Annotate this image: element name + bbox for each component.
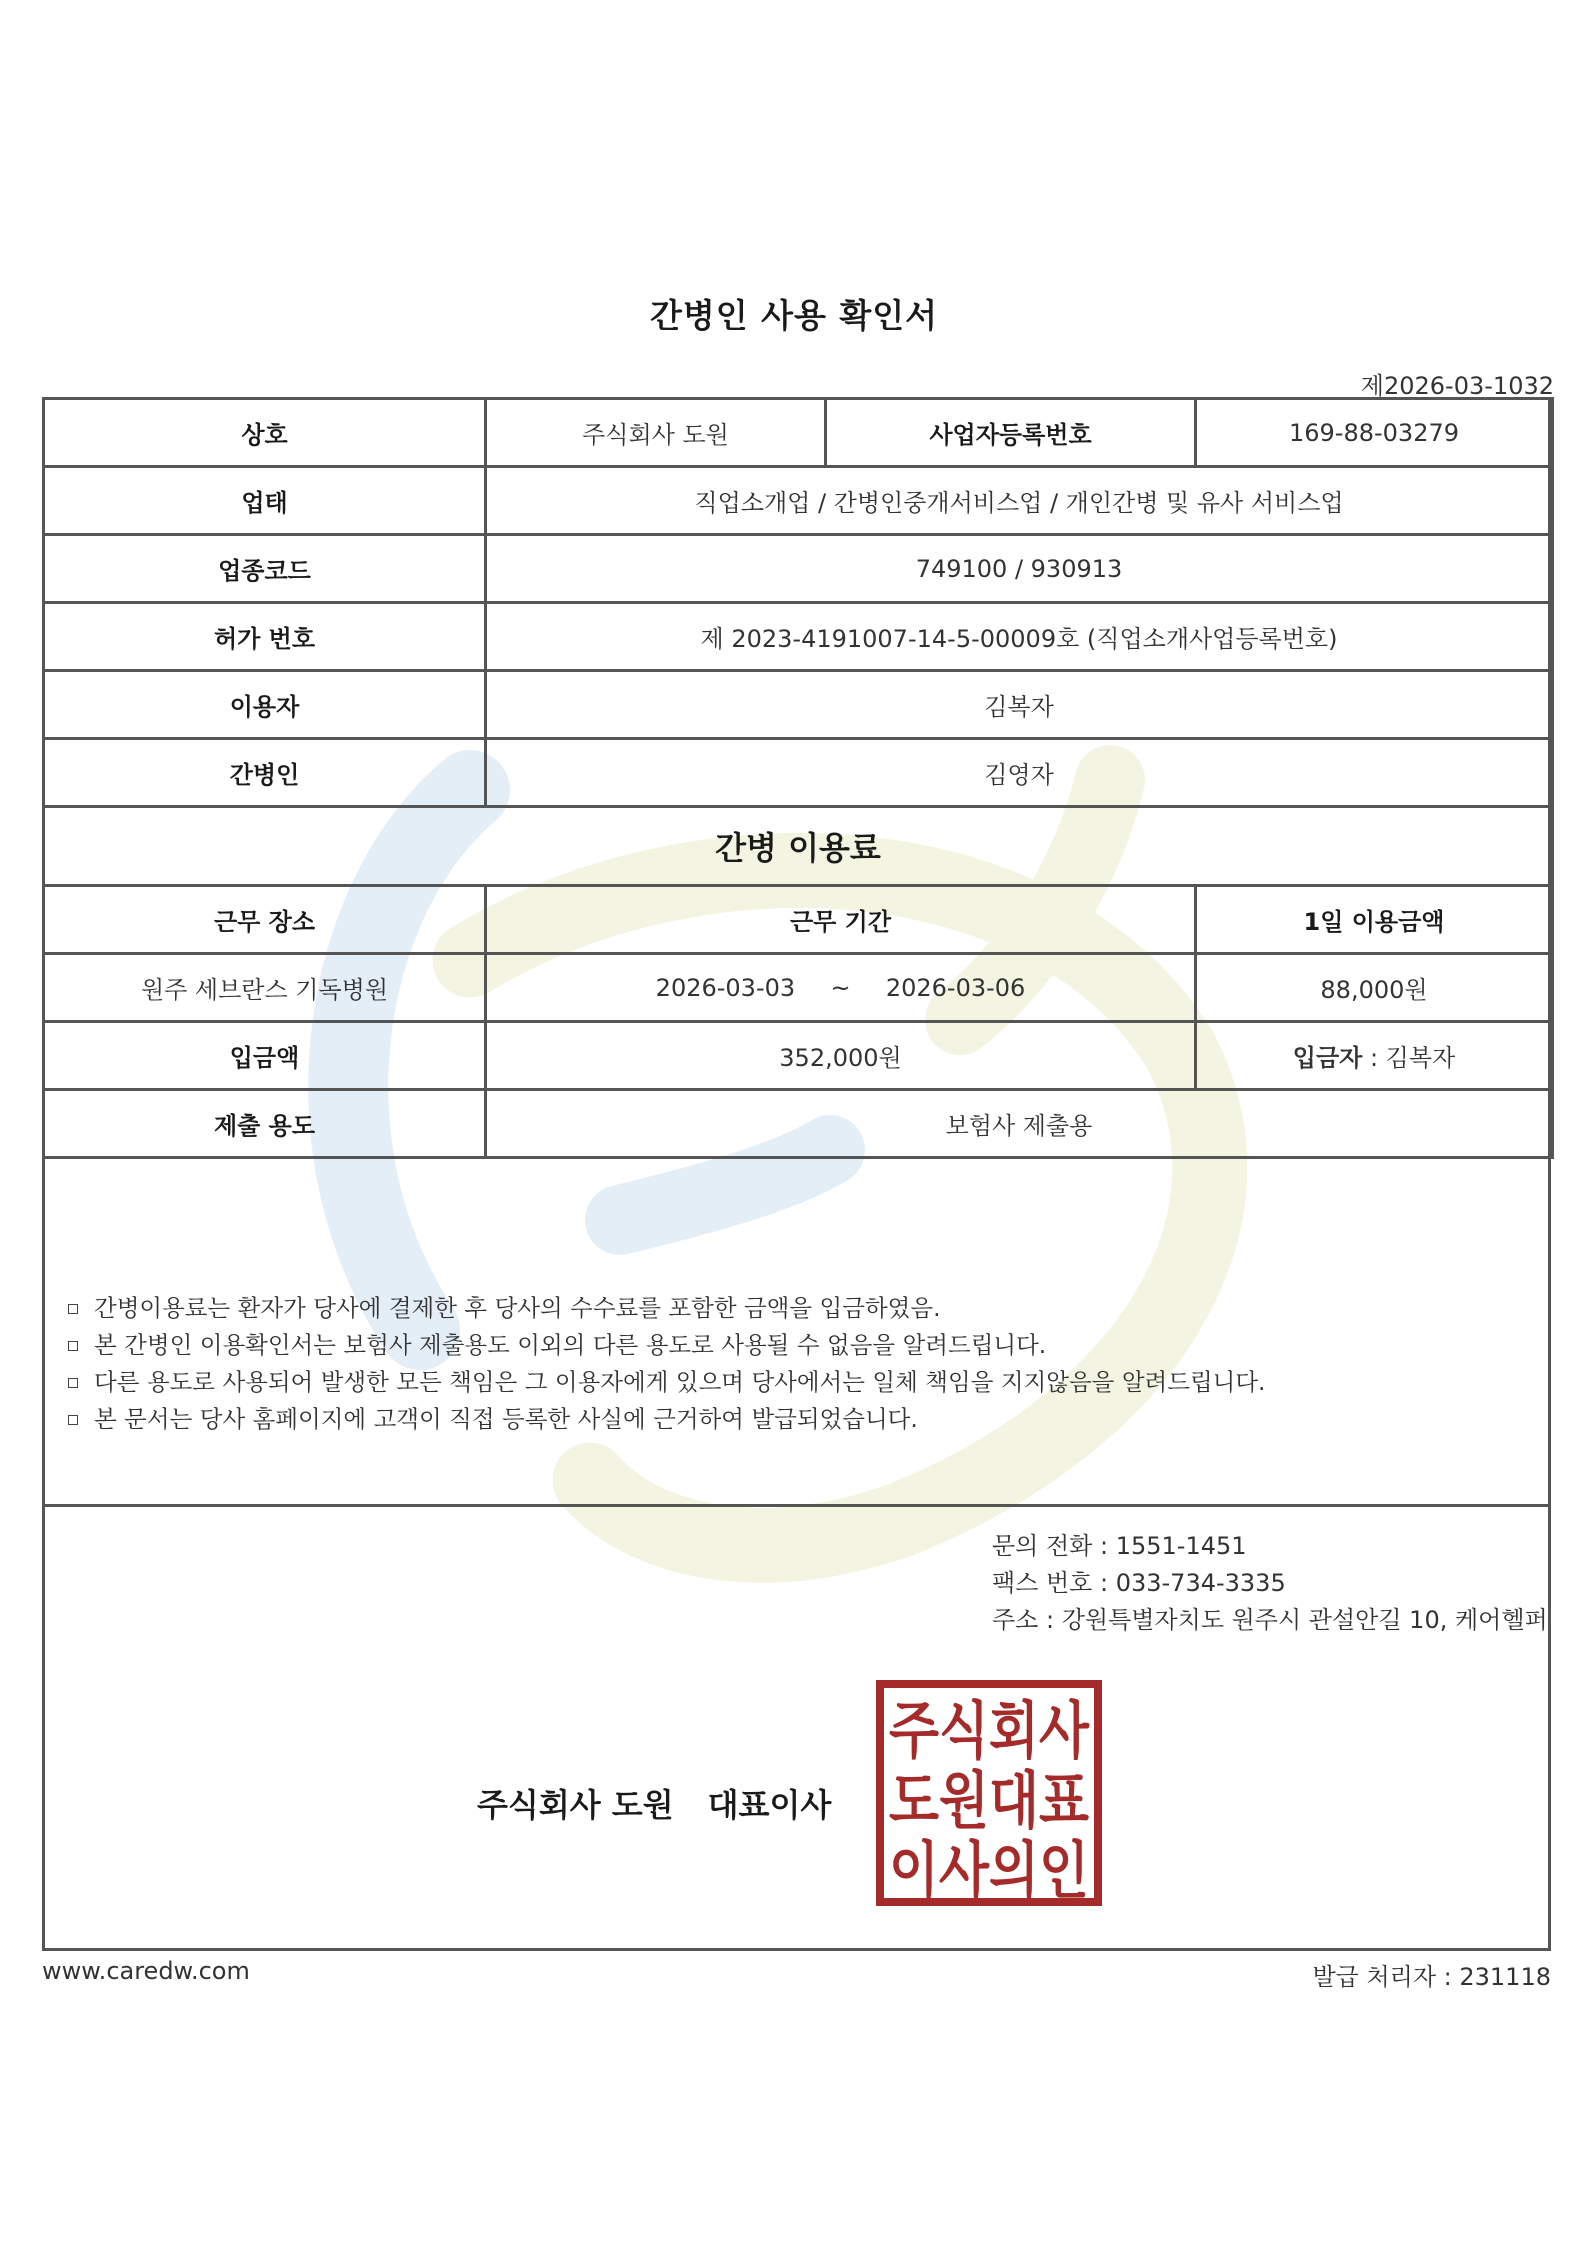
square-bullet-icon [68, 1415, 78, 1425]
table-row [44, 739, 1553, 807]
period-end: 2026-03-06 [885, 973, 1026, 1002]
table-row [44, 1022, 1553, 1090]
table-row [44, 671, 1553, 739]
depositor-label: 입금자 [1292, 1044, 1363, 1072]
contact-phone: 문의 전화 : 1551-1451 [992, 1532, 1247, 1560]
permit-label: 허가 번호 [44, 603, 486, 671]
period-separator: ~ [830, 973, 851, 1002]
table-row [44, 1090, 1553, 1158]
list-item: 간병이용료는 환자가 당사에 결제한 후 당사의 수수료를 포함한 금액을 입금하였음. [68, 1290, 1266, 1327]
signature-company: 주식회사 도원 [477, 1786, 674, 1824]
daily-fee-label: 1일 이용금액 [1196, 886, 1553, 954]
notes-list [68, 1290, 1266, 1438]
place-value: 원주 세브란스 기독병원 [44, 954, 486, 1022]
contact-address: 주소 : 강원특별자치도 원주시 관설안길 10, 케어헬퍼 [992, 1606, 1548, 1634]
period-value [486, 954, 1196, 1022]
table-row [44, 467, 1553, 535]
industry-code-value: 749100 / 930913 [486, 535, 1553, 603]
deposit-value: 352,000원 [486, 1022, 1196, 1090]
deposit-label: 입금액 [44, 1022, 486, 1090]
certificate-table [42, 397, 1554, 1159]
contact-info [992, 1528, 1548, 1639]
representative-signature [477, 1780, 831, 1826]
depositor-separator: : [1362, 1044, 1386, 1072]
depositor-value: 김복자 [1385, 1044, 1456, 1072]
user-label: 이용자 [44, 671, 486, 739]
user-value: 김복자 [486, 671, 1553, 739]
industry-code-label: 업종코드 [44, 535, 486, 603]
document-title: 간병인 사용 확인서 [649, 296, 938, 335]
svg-text:도원대표: 도원대표 [889, 1764, 1090, 1837]
issuer-id: 발급 처리자 : 231118 [1312, 1963, 1551, 1991]
website-link[interactable]: www.caredw.com [42, 1957, 250, 1985]
purpose-label: 제출 용도 [44, 1090, 486, 1158]
list-item: 본 간병인 이용확인서는 보험사 제출용도 이외의 다른 용도로 사용될 수 없음을 알려드립니다. [68, 1327, 1266, 1364]
document-number: 제2026-03-1032 [1360, 372, 1554, 400]
square-bullet-icon [68, 1341, 78, 1351]
table-row [44, 603, 1553, 671]
bizno-value: 169-88-03279 [1196, 399, 1553, 467]
business-type-label: 업태 [44, 467, 486, 535]
table-row [44, 954, 1553, 1022]
square-bullet-icon [68, 1378, 78, 1388]
table-row [44, 399, 1553, 467]
signature-role: 대표이사 [707, 1786, 832, 1824]
fee-section-heading: 간병 이용료 [44, 807, 1553, 886]
bizno-label: 사업자등록번호 [826, 399, 1196, 467]
list-item: 다른 용도로 사용되어 발생한 모든 책임은 그 이용자에게 있으며 당사에서는 일체 책임을 지지않음을 알려드립니다. [68, 1364, 1266, 1401]
company-seal-stamp [876, 1680, 1102, 1906]
caregiver-value: 김영자 [486, 739, 1553, 807]
list-item: 본 문서는 당사 홈페이지에 고객이 직접 등록한 사실에 근거하여 발급되었습니다. [68, 1401, 1266, 1438]
svg-text:주식회사: 주식회사 [889, 1694, 1090, 1767]
depositor-cell [1196, 1022, 1553, 1090]
period-label: 근무 기간 [486, 886, 1196, 954]
contact-fax: 팩스 번호 : 033-734-3335 [992, 1569, 1286, 1597]
period-start: 2026-03-03 [655, 973, 796, 1002]
table-row [44, 535, 1553, 603]
company-label: 상호 [44, 399, 486, 467]
purpose-value: 보험사 제출용 [486, 1090, 1553, 1158]
company-value: 주식회사 도원 [486, 399, 826, 467]
table-row [44, 886, 1553, 954]
caregiver-label: 간병인 [44, 739, 486, 807]
permit-value: 제 2023-4191007-14-5-00009호 (직업소개사업등록번호) [486, 603, 1553, 671]
business-type-value: 직업소개업 / 간병인중개서비스업 / 개인간병 및 유사 서비스업 [486, 467, 1553, 535]
place-label: 근무 장소 [44, 886, 486, 954]
daily-fee-value: 88,000원 [1196, 954, 1553, 1022]
square-bullet-icon [68, 1304, 78, 1314]
svg-text:이사의인: 이사의인 [889, 1834, 1089, 1907]
table-row [44, 807, 1553, 886]
section-divider [42, 1504, 1551, 1507]
